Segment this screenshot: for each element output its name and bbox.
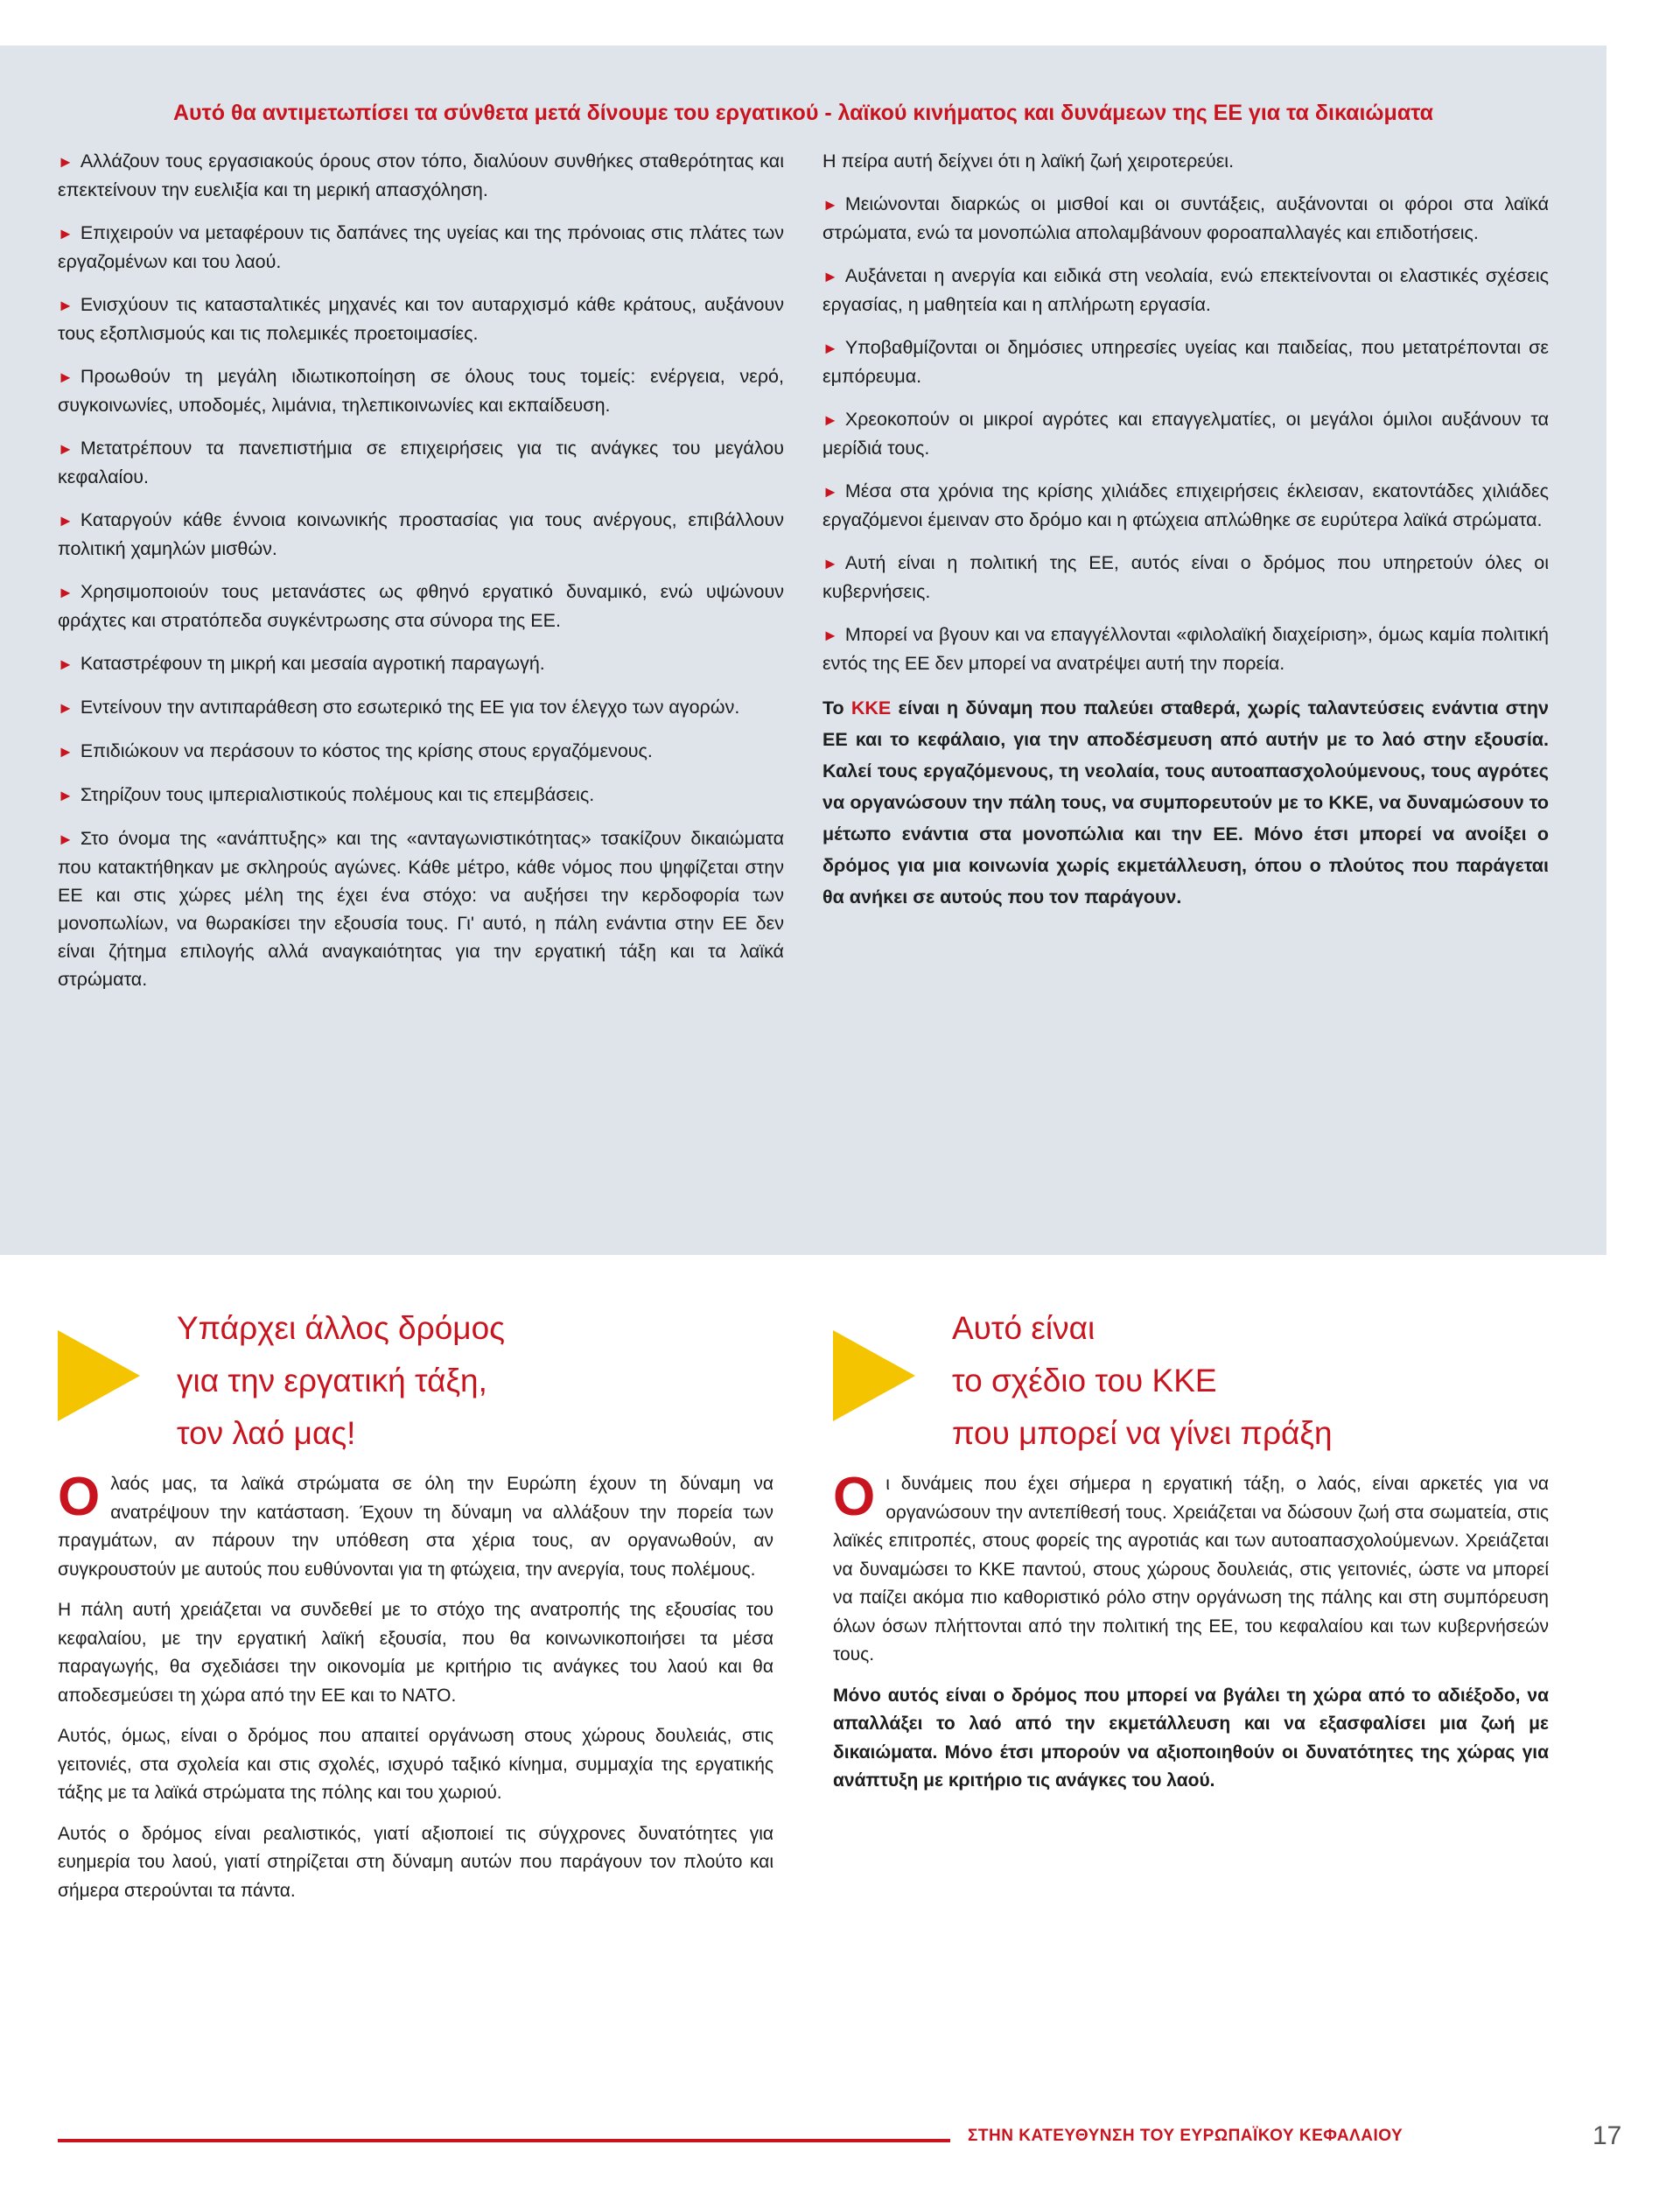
- arrow-icon: ►: [822, 196, 838, 214]
- list-item: ► Αυτή είναι η πολιτική της ΕΕ, αυτός είναι ο δρόμος που υπηρετούν όλες οι κυβερνήσεις.: [822, 552, 1549, 602]
- list-item: ► Αυξάνεται η ανεργία και ειδικά στη νεολαία, ενώ επεκτείνονται οι ελαστικές σχέσεις εργασίας, η μαθητεία και η απλήρωτη εργασία.: [822, 265, 1549, 315]
- list-item: ► Αλλάζουν τους εργασιακούς όρους στον τόπο, διαλύουν συνθήκες σταθερότητας και επεκτείνουν την ευελιξία και τη μερική απασχόληση.: [58, 151, 784, 200]
- arrow-icon: ►: [58, 699, 74, 717]
- footer-title: ΣΤΗΝ ΚΑΤΕΥΘΥΝΣΗ ΤΟΥ ΕΥΡΩΠΑΪΚΟΥ ΚΕΦΑΛΑΙΟΥ: [968, 2127, 1404, 2145]
- list-item: ► Μετατρέπουν τα πανεπιστήμια σε επιχειρήσεις για τις ανάγκες του μεγάλου κεφαλαίου.: [58, 438, 784, 487]
- yellow-triangle-icon: [58, 1330, 140, 1421]
- paragraph: Οι δυνάμεις που έχει σήμερα η εργατική τάξη, ο λαός, είναι αρκετές για να οργανώσουν την αντεπίθεσή τους. Χρειάζεται να δώσουν ζωή στα σωματεία, στις λαϊκές επιτροπές, στους φορείς της αγροτιάς και των αυτοαπασχολούμενων. Χρειάζεται να δυναμώσει το ΚΚΕ παντού, στους χώρους δουλειάς, στις γειτονιές, ώστε να μπορεί να παίζει ακόμα πιο καθοριστικό ρόλο στην οργάνωση της πάλης και στη συμπόρευση όλων όσων πλήττονται από την πολιτική της ΕΕ, του κεφαλαίου και των κυβερνήσεών τους.: [833, 1467, 1549, 1665]
- arrow-icon: ►: [58, 512, 74, 529]
- list-item: ► Χρεοκοπούν οι μικροί αγρότες και επαγγελματίες, οι μεγάλοι όμιλοι αυξάνουν τα μερίδιά τους.: [822, 409, 1549, 459]
- article-right: [833, 1295, 1549, 1808]
- list-item: ► Καταστρέφουν τη μικρή και μεσαία αγροτική παραγωγή.: [58, 653, 545, 674]
- arrow-icon: ►: [58, 584, 74, 601]
- article-header: [58, 1295, 774, 1470]
- panel-heading: Αυτό θα αντιμετωπίσει τα σύνθετα μετά δίνουμε του εργατικού - λαϊκού κινήματος και δυνάμεων της ΕΕ για τα δικαιώματα: [172, 101, 1434, 125]
- drop-cap: Ο: [833, 1467, 876, 1527]
- arrow-icon: ►: [822, 411, 838, 429]
- list-item: ► Μειώνονται διαρκώς οι μισθοί και οι συντάξεις, αυξάνονται οι φόροι στα λαϊκά στρώματα, ενώ τα μονοπώλια απολαμβάνουν φοροαπαλλαγές και επιδοτήσεις.: [822, 193, 1549, 243]
- panel-column-right: [822, 147, 1549, 1008]
- article-body: [833, 1467, 1549, 1796]
- article-headline: Αυτό είναι το σχέδιο του ΚΚΕ που μπορεί να γίνει πράξη: [952, 1310, 1333, 1451]
- arrow-icon: ►: [58, 368, 74, 386]
- list-item: ► Υποβαθμίζονται οι δημόσιες υπηρεσίες υγείας και παιδείας, που μετατρέπονται σε εμπόρευμα.: [822, 337, 1549, 387]
- arrow-icon: ►: [822, 340, 838, 357]
- paragraph: Ο λαός μας, τα λαϊκά στρώματα σε όλη την Ευρώπη έχουν τη δύναμη να ανατρέψουν την κατάσταση. Έχουν τη δύναμη να αλλάξουν την πορεία των πραγμάτων, αν πάρουν την υπόθεση στα χέρια τους, αν οργανωθούν, αν συγκρουστούν με αυτούς που ευθύνονται για τη φτώχεια, την ανεργία, τους πολέμους.: [58, 1467, 774, 1580]
- arrow-icon: ►: [58, 787, 74, 804]
- list-item: ► Μπορεί να βγουν και να επαγγέλλονται «φιλολαϊκή διαχείριση», όμως καμία πολιτική εντός της ΕΕ δεν μπορεί να ανατρέψει αυτή την πορεία.: [822, 624, 1549, 674]
- arrow-icon: ►: [822, 627, 838, 644]
- paragraph: Αυτός, όμως, είναι ο δρόμος που απαιτεί οργάνωση στους χώρους δουλειάς, στις γειτονιές, στα σχολεία και στις σχολές, ισχυρό ταξικό κίνημα, συμμαχία της εργατικής τάξης με τα λαϊκά στρώματα της πόλης και του χωριού.: [58, 1726, 774, 1803]
- closing-paragraph: Το ΚΚΕ είναι η δύναμη που παλεύει σταθερά, χωρίς ταλαντεύσεις ενάντια στην ΕΕ και το κεφάλαιο, για την αποδέσμευση από αυτήν με το λαό στην εξουσία. Καλεί τους εργαζόμενους, τη νεολαία, τους αυτοαπασχολούμενους, τους αγρότες να οργανώσουν την πάλη τους, να συμπορευτούν με το ΚΚΕ, να δυναμώσουν το μέτωπο ενάντια στα μονοπώλια και την ΕΕ. Μόνο έτσι μπορεί να ανοίξει ο δρόμος για μια κοινωνία χωρίς εκμετάλλευση, όπου ο πλούτος που παράγεται θα ανήκει σε αυτούς που τον παράγουν.: [822, 697, 1549, 908]
- article-left: [58, 1295, 774, 1917]
- paragraph: Μόνο αυτός είναι ο δρόμος που μπορεί να βγάλει τη χώρα από το αδιέξοδο, να απαλλάξει το λαό από την εκμετάλλευση και να εξασφαλίσει μια ζωή με δικαιώματα. Μόνο έτσι μπορούν να αξιοποιηθούν οι δυνατότητες της χώρας για ανάπτυξη με κριτήριο τις ανάγκες του λαού.: [833, 1685, 1549, 1791]
- panel-columns: [58, 147, 1549, 1008]
- drop-cap: Ο: [58, 1467, 101, 1527]
- arrow-icon: ►: [58, 440, 74, 458]
- list-item: ► Προωθούν τη μεγάλη ιδιωτικοποίηση σε όλους τους τομείς: ενέργεια, νερό, συγκοινωνίες, υποδομές, λιμάνια, τηλεπικοινωνίες και εκπαίδευση.: [58, 366, 784, 416]
- list-item: ► Εντείνουν την αντιπαράθεση στο εσωτερικό της ΕΕ για τον έλεγχο των αγορών.: [58, 697, 740, 718]
- list-item: ► Καταργούν κάθε έννοια κοινωνικής προστασίας για τους ανέργους, επιβάλλουν πολιτική χαμηλών μισθών.: [58, 509, 784, 559]
- paragraph: Η πάλη αυτή χρειάζεται να συνδεθεί με το στόχο της ανατροπής της εξουσίας του κεφαλαίου, με την εργατική λαϊκή εξουσία, που θα κοινωνικοποιήσει τα μέσα παραγωγής, θα σχεδιάσει την οικονομία με κριτήριο τις ανάγκες του λαού και θα αποδεσμεύσει τη χώρα από την ΕΕ και το ΝΑΤΟ.: [58, 1600, 774, 1706]
- list-item-long: ► Στο όνομα της «ανάπτυξης» και της «ανταγωνιστικότητας» τσακίζουν δικαιώματα που κατακτήθηκαν με σκληρούς αγώνες. Κάθε μέτρο, κάθε νόμος που ψηφίζεται στην ΕΕ και στις χώρες μέλη της έχει ένα στόχο: να αυξήσει την κερδοφορία των μονοπωλίων, να θωρακίσει την εξουσία τους. Γι' αυτό, η πάλη ενάντια στην ΕΕ δεν είναι ζήτημα επιλογής αλλά αναγκαιότητας για την εργατική τάξη και τα λαϊκά στρώματα.: [58, 828, 784, 990]
- list-item: ► Επιδιώκουν να περάσουν το κόστος της κρίσης στους εργαζόμενους.: [58, 740, 653, 761]
- list-item: ► Στηρίζουν τους ιμπεριαλιστικούς πολέμους και τις επεμβάσεις.: [58, 784, 595, 805]
- info-panel: [0, 46, 1606, 1255]
- list-item: ► Χρησιμοποιούν τους μετανάστες ως φθηνό εργατικό δυναμικό, ενώ υψώνουν φράχτες και στρατόπεδα συγκέντρωσης στα σύνορα της ΕΕ.: [58, 581, 784, 631]
- list-item: ► Μέσα στα χρόνια της κρίσης χιλιάδες επιχειρήσεις έκλεισαν, εκατοντάδες χιλιάδες εργαζόμενοι έμειναν στο δρόμο και η φτώχεια απλώθηκε σε ευρύτερα λαϊκά στρώματα.: [822, 480, 1549, 530]
- yellow-triangle-icon: [833, 1330, 915, 1421]
- arrow-icon: ►: [822, 268, 838, 285]
- arrow-icon: ►: [58, 831, 74, 848]
- arrow-icon: ►: [58, 297, 74, 314]
- article-headline: Υπάρχει άλλος δρόμος για την εργατική τάξη, τον λαό μας!: [177, 1310, 506, 1451]
- article-body: [58, 1467, 774, 1905]
- intro-text: Η πείρα αυτή δείχνει ότι η λαϊκή ζωή χειροτερεύει.: [822, 151, 1235, 172]
- arrow-icon: ►: [58, 225, 74, 242]
- arrow-icon: ►: [58, 153, 74, 171]
- arrow-icon: ►: [58, 743, 74, 761]
- list-item: ► Επιχειρούν να μεταφέρουν τις δαπάνες της υγείας και της πρόνοιας στις πλάτες των εργαζομένων και του λαού.: [58, 222, 784, 272]
- panel-column-left: [58, 147, 784, 1008]
- list-item: ► Ενισχύουν τις κατασταλτικές μηχανές και τον αυταρχισμό κάθε κράτους, αυξάνουν τους εξοπλισμούς και τις πολεμικές προετοιμασίες.: [58, 294, 784, 344]
- page-number: 17: [1592, 2121, 1622, 2150]
- paragraph: Αυτός ο δρόμος είναι ρεαλιστικός, γιατί αξιοποιεί τις σύγχρονες δυνατότητες για ευημερία του λαού, γιατί στηρίζεται στη δύναμη αυτών που παράγουν τον πλούτο και σήμερα στερούνται τα πάντα.: [58, 1823, 774, 1901]
- article-header: [833, 1295, 1549, 1470]
- arrow-icon: ►: [822, 555, 838, 572]
- arrow-icon: ►: [58, 655, 74, 673]
- footer-rule: [58, 2139, 950, 2142]
- arrow-icon: ►: [822, 483, 838, 501]
- kke-highlight: ΚΚΕ: [850, 697, 892, 718]
